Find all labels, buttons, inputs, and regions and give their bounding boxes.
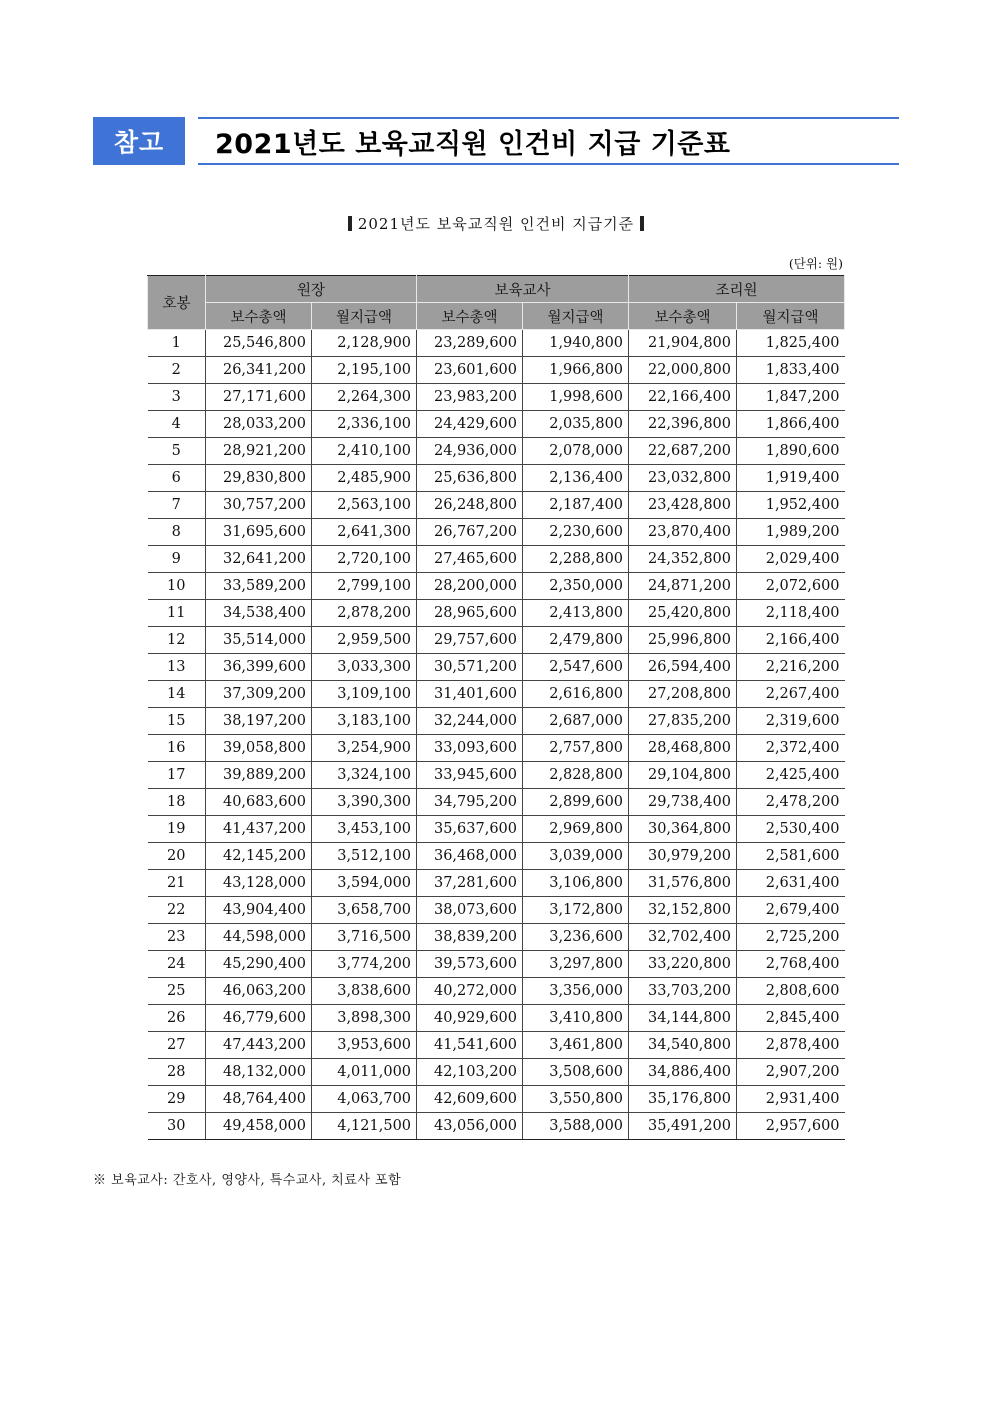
- group-header-teacher: 보육교사: [417, 276, 629, 303]
- amount-cell: 35,491,200: [629, 1113, 737, 1140]
- amount-cell: 42,145,200: [206, 843, 312, 870]
- amount-cell: 32,702,400: [629, 924, 737, 951]
- amount-cell: 26,594,400: [629, 654, 737, 681]
- table-caption: [0, 213, 992, 234]
- amount-cell: 23,428,800: [629, 492, 737, 519]
- step-cell: 21: [148, 870, 206, 897]
- sub-header: 월지급액: [312, 303, 417, 330]
- amount-cell: 2,479,800: [523, 627, 629, 654]
- amount-cell: 2,959,500: [312, 627, 417, 654]
- step-cell: 5: [148, 438, 206, 465]
- amount-cell: 3,953,600: [312, 1032, 417, 1059]
- amount-cell: 32,244,000: [417, 708, 523, 735]
- table-row: [148, 870, 845, 897]
- amount-cell: 39,058,800: [206, 735, 312, 762]
- amount-cell: 2,319,600: [737, 708, 845, 735]
- step-cell: 12: [148, 627, 206, 654]
- sub-header: 월지급액: [737, 303, 845, 330]
- step-cell: 24: [148, 951, 206, 978]
- section-banner: [93, 117, 899, 165]
- table-row: [148, 843, 845, 870]
- amount-cell: 40,929,600: [417, 1005, 523, 1032]
- unit-label: (단위: 원): [788, 256, 843, 271]
- amount-cell: 2,563,100: [312, 492, 417, 519]
- amount-cell: 2,187,400: [523, 492, 629, 519]
- amount-cell: 3,588,000: [523, 1113, 629, 1140]
- amount-cell: 39,573,600: [417, 951, 523, 978]
- amount-cell: 33,945,600: [417, 762, 523, 789]
- amount-cell: 3,236,600: [523, 924, 629, 951]
- salary-table: [147, 275, 845, 1140]
- amount-cell: 35,637,600: [417, 816, 523, 843]
- amount-cell: 22,000,800: [629, 357, 737, 384]
- amount-cell: 46,063,200: [206, 978, 312, 1005]
- amount-cell: 23,289,600: [417, 330, 523, 357]
- amount-cell: 2,631,400: [737, 870, 845, 897]
- amount-cell: 1,952,400: [737, 492, 845, 519]
- amount-cell: 2,799,100: [312, 573, 417, 600]
- amount-cell: 2,641,300: [312, 519, 417, 546]
- step-cell: 4: [148, 411, 206, 438]
- amount-cell: 2,957,600: [737, 1113, 845, 1140]
- step-cell: 15: [148, 708, 206, 735]
- amount-cell: 48,132,000: [206, 1059, 312, 1086]
- amount-cell: 2,425,400: [737, 762, 845, 789]
- amount-cell: 23,032,800: [629, 465, 737, 492]
- table-row: [148, 762, 845, 789]
- amount-cell: 1,940,800: [523, 330, 629, 357]
- amount-cell: 41,541,600: [417, 1032, 523, 1059]
- amount-cell: 2,267,400: [737, 681, 845, 708]
- table-row: [148, 492, 845, 519]
- amount-cell: 2,118,400: [737, 600, 845, 627]
- amount-cell: 2,136,400: [523, 465, 629, 492]
- amount-cell: 2,336,100: [312, 411, 417, 438]
- amount-cell: 22,396,800: [629, 411, 737, 438]
- amount-cell: 34,795,200: [417, 789, 523, 816]
- step-cell: 1: [148, 330, 206, 357]
- amount-cell: 2,216,200: [737, 654, 845, 681]
- amount-cell: 2,035,800: [523, 411, 629, 438]
- step-cell: 18: [148, 789, 206, 816]
- title-rule-top: [198, 117, 899, 119]
- step-cell: 30: [148, 1113, 206, 1140]
- amount-cell: 34,144,800: [629, 1005, 737, 1032]
- amount-cell: 2,072,600: [737, 573, 845, 600]
- amount-cell: 49,458,000: [206, 1113, 312, 1140]
- step-cell: 2: [148, 357, 206, 384]
- amount-cell: 26,341,200: [206, 357, 312, 384]
- amount-cell: 2,828,800: [523, 762, 629, 789]
- sub-header: 보수총액: [629, 303, 737, 330]
- amount-cell: 3,410,800: [523, 1005, 629, 1032]
- table-row: [148, 681, 845, 708]
- footnote: ※ 보육교사: 간호사, 영양사, 특수교사, 치료사 포함: [93, 1173, 402, 1188]
- table-row: [148, 519, 845, 546]
- step-cell: 22: [148, 897, 206, 924]
- amount-cell: 3,716,500: [312, 924, 417, 951]
- amount-cell: 1,998,600: [523, 384, 629, 411]
- amount-cell: 1,847,200: [737, 384, 845, 411]
- table-row: [148, 816, 845, 843]
- step-cell: 14: [148, 681, 206, 708]
- step-cell: 3: [148, 384, 206, 411]
- step-cell: 17: [148, 762, 206, 789]
- caption-bar-left: [348, 216, 352, 231]
- table-row: [148, 1005, 845, 1032]
- step-cell: 11: [148, 600, 206, 627]
- amount-cell: 27,171,600: [206, 384, 312, 411]
- step-cell: 8: [148, 519, 206, 546]
- amount-cell: 37,281,600: [417, 870, 523, 897]
- amount-cell: 3,594,000: [312, 870, 417, 897]
- amount-cell: 25,546,800: [206, 330, 312, 357]
- sub-header: 보수총액: [417, 303, 523, 330]
- amount-cell: 4,121,500: [312, 1113, 417, 1140]
- amount-cell: 2,899,600: [523, 789, 629, 816]
- amount-cell: 36,468,000: [417, 843, 523, 870]
- header-row-sub: [148, 303, 845, 330]
- amount-cell: 40,683,600: [206, 789, 312, 816]
- amount-cell: 3,033,300: [312, 654, 417, 681]
- amount-cell: 34,540,800: [629, 1032, 737, 1059]
- step-cell: 7: [148, 492, 206, 519]
- amount-cell: 2,410,100: [312, 438, 417, 465]
- amount-cell: 2,350,000: [523, 573, 629, 600]
- table-row: [148, 735, 845, 762]
- sub-header: 월지급액: [523, 303, 629, 330]
- amount-cell: 26,767,200: [417, 519, 523, 546]
- table-row: [148, 654, 845, 681]
- amount-cell: 42,103,200: [417, 1059, 523, 1086]
- amount-cell: 2,166,400: [737, 627, 845, 654]
- amount-cell: 31,576,800: [629, 870, 737, 897]
- amount-cell: 2,485,900: [312, 465, 417, 492]
- amount-cell: 2,616,800: [523, 681, 629, 708]
- amount-cell: 29,757,600: [417, 627, 523, 654]
- amount-cell: 28,033,200: [206, 411, 312, 438]
- amount-cell: 26,248,800: [417, 492, 523, 519]
- amount-cell: 2,413,800: [523, 600, 629, 627]
- amount-cell: 32,152,800: [629, 897, 737, 924]
- table-row: [148, 627, 845, 654]
- amount-cell: 2,878,400: [737, 1032, 845, 1059]
- amount-cell: 4,063,700: [312, 1086, 417, 1113]
- step-cell: 23: [148, 924, 206, 951]
- amount-cell: 33,220,800: [629, 951, 737, 978]
- amount-cell: 37,309,200: [206, 681, 312, 708]
- amount-cell: 2,725,200: [737, 924, 845, 951]
- step-cell: 20: [148, 843, 206, 870]
- step-cell: 28: [148, 1059, 206, 1086]
- table-row: [148, 330, 845, 357]
- amount-cell: 1,989,200: [737, 519, 845, 546]
- amount-cell: 47,443,200: [206, 1032, 312, 1059]
- amount-cell: 23,983,200: [417, 384, 523, 411]
- amount-cell: 46,779,600: [206, 1005, 312, 1032]
- amount-cell: 2,372,400: [737, 735, 845, 762]
- table-row: [148, 1086, 845, 1113]
- amount-cell: 2,878,200: [312, 600, 417, 627]
- amount-cell: 35,176,800: [629, 1086, 737, 1113]
- amount-cell: 1,833,400: [737, 357, 845, 384]
- amount-cell: 31,401,600: [417, 681, 523, 708]
- amount-cell: 32,641,200: [206, 546, 312, 573]
- amount-cell: 33,703,200: [629, 978, 737, 1005]
- amount-cell: 44,598,000: [206, 924, 312, 951]
- table-row: [148, 411, 845, 438]
- table-row: [148, 357, 845, 384]
- amount-cell: 2,757,800: [523, 735, 629, 762]
- table-row: [148, 708, 845, 735]
- amount-cell: 2,720,100: [312, 546, 417, 573]
- amount-cell: 1,825,400: [737, 330, 845, 357]
- amount-cell: 39,889,200: [206, 762, 312, 789]
- amount-cell: 2,581,600: [737, 843, 845, 870]
- amount-cell: 3,039,000: [523, 843, 629, 870]
- amount-cell: 43,904,400: [206, 897, 312, 924]
- amount-cell: 27,208,800: [629, 681, 737, 708]
- amount-cell: 3,898,300: [312, 1005, 417, 1032]
- step-header: 호봉: [148, 276, 206, 330]
- amount-cell: 25,636,800: [417, 465, 523, 492]
- amount-cell: 28,965,600: [417, 600, 523, 627]
- amount-cell: 24,429,600: [417, 411, 523, 438]
- caption-bar-right: [640, 216, 644, 231]
- amount-cell: 34,886,400: [629, 1059, 737, 1086]
- amount-cell: 28,200,000: [417, 573, 523, 600]
- amount-cell: 4,011,000: [312, 1059, 417, 1086]
- amount-cell: 41,437,200: [206, 816, 312, 843]
- amount-cell: 33,093,600: [417, 735, 523, 762]
- amount-cell: 1,866,400: [737, 411, 845, 438]
- amount-cell: 3,838,600: [312, 978, 417, 1005]
- amount-cell: 2,931,400: [737, 1086, 845, 1113]
- step-cell: 6: [148, 465, 206, 492]
- table-row: [148, 897, 845, 924]
- amount-cell: 2,679,400: [737, 897, 845, 924]
- table-row: [148, 573, 845, 600]
- amount-cell: 28,921,200: [206, 438, 312, 465]
- amount-cell: 42,609,600: [417, 1086, 523, 1113]
- amount-cell: 3,512,100: [312, 843, 417, 870]
- amount-cell: 2,264,300: [312, 384, 417, 411]
- amount-cell: 23,601,600: [417, 357, 523, 384]
- amount-cell: 2,907,200: [737, 1059, 845, 1086]
- amount-cell: 3,324,100: [312, 762, 417, 789]
- amount-cell: 38,197,200: [206, 708, 312, 735]
- amount-cell: 48,764,400: [206, 1086, 312, 1113]
- amount-cell: 34,538,400: [206, 600, 312, 627]
- amount-cell: 2,230,600: [523, 519, 629, 546]
- table-row: [148, 546, 845, 573]
- amount-cell: 30,757,200: [206, 492, 312, 519]
- amount-cell: 2,078,000: [523, 438, 629, 465]
- amount-cell: 2,547,600: [523, 654, 629, 681]
- step-cell: 9: [148, 546, 206, 573]
- step-cell: 26: [148, 1005, 206, 1032]
- amount-cell: 2,845,400: [737, 1005, 845, 1032]
- table-row: [148, 465, 845, 492]
- amount-cell: 3,183,100: [312, 708, 417, 735]
- table-row: [148, 384, 845, 411]
- amount-cell: 40,272,000: [417, 978, 523, 1005]
- amount-cell: 2,808,600: [737, 978, 845, 1005]
- amount-cell: 2,687,000: [523, 708, 629, 735]
- table-row: [148, 600, 845, 627]
- amount-cell: 1,890,600: [737, 438, 845, 465]
- amount-cell: 30,571,200: [417, 654, 523, 681]
- step-cell: 13: [148, 654, 206, 681]
- step-cell: 16: [148, 735, 206, 762]
- header-row-groups: [148, 276, 845, 303]
- amount-cell: 3,390,300: [312, 789, 417, 816]
- table-row: [148, 1059, 845, 1086]
- amount-cell: 38,839,200: [417, 924, 523, 951]
- table-row: [148, 438, 845, 465]
- amount-cell: 22,166,400: [629, 384, 737, 411]
- table-row: [148, 978, 845, 1005]
- caption-text: 2021년도 보육교직원 인건비 지급기준: [357, 215, 635, 233]
- amount-cell: 2,128,900: [312, 330, 417, 357]
- amount-cell: 2,478,200: [737, 789, 845, 816]
- amount-cell: 3,254,900: [312, 735, 417, 762]
- amount-cell: 29,104,800: [629, 762, 737, 789]
- group-header-cook: 조리원: [629, 276, 845, 303]
- step-cell: 10: [148, 573, 206, 600]
- table-row: [148, 789, 845, 816]
- amount-cell: 1,966,800: [523, 357, 629, 384]
- amount-cell: 3,508,600: [523, 1059, 629, 1086]
- amount-cell: 2,969,800: [523, 816, 629, 843]
- amount-cell: 38,073,600: [417, 897, 523, 924]
- amount-cell: 33,589,200: [206, 573, 312, 600]
- step-cell: 27: [148, 1032, 206, 1059]
- amount-cell: 27,835,200: [629, 708, 737, 735]
- table-row: [148, 1113, 845, 1140]
- amount-cell: 35,514,000: [206, 627, 312, 654]
- amount-cell: 3,658,700: [312, 897, 417, 924]
- amount-cell: 43,128,000: [206, 870, 312, 897]
- sub-header: 보수총액: [206, 303, 312, 330]
- amount-cell: 2,768,400: [737, 951, 845, 978]
- amount-cell: 3,356,000: [523, 978, 629, 1005]
- amount-cell: 31,695,600: [206, 519, 312, 546]
- amount-cell: 30,364,800: [629, 816, 737, 843]
- amount-cell: 27,465,600: [417, 546, 523, 573]
- amount-cell: 24,352,800: [629, 546, 737, 573]
- amount-cell: 29,738,400: [629, 789, 737, 816]
- step-cell: 29: [148, 1086, 206, 1113]
- group-header-director: 원장: [206, 276, 417, 303]
- amount-cell: 1,919,400: [737, 465, 845, 492]
- amount-cell: 28,468,800: [629, 735, 737, 762]
- amount-cell: 2,195,100: [312, 357, 417, 384]
- amount-cell: 3,109,100: [312, 681, 417, 708]
- amount-cell: 24,936,000: [417, 438, 523, 465]
- amount-cell: 3,297,800: [523, 951, 629, 978]
- amount-cell: 2,029,400: [737, 546, 845, 573]
- page-title: 2021년도 보육교직원 인건비 지급 기준표: [215, 128, 731, 160]
- amount-cell: 25,996,800: [629, 627, 737, 654]
- amount-cell: 21,904,800: [629, 330, 737, 357]
- table-body: [148, 330, 845, 1140]
- amount-cell: 3,106,800: [523, 870, 629, 897]
- amount-cell: 3,774,200: [312, 951, 417, 978]
- table-row: [148, 951, 845, 978]
- amount-cell: 36,399,600: [206, 654, 312, 681]
- amount-cell: 25,420,800: [629, 600, 737, 627]
- amount-cell: 2,288,800: [523, 546, 629, 573]
- amount-cell: 29,830,800: [206, 465, 312, 492]
- amount-cell: 24,871,200: [629, 573, 737, 600]
- amount-cell: 23,870,400: [629, 519, 737, 546]
- amount-cell: 3,453,100: [312, 816, 417, 843]
- table-row: [148, 1032, 845, 1059]
- amount-cell: 30,979,200: [629, 843, 737, 870]
- amount-cell: 2,530,400: [737, 816, 845, 843]
- amount-cell: 3,550,800: [523, 1086, 629, 1113]
- table-row: [148, 924, 845, 951]
- amount-cell: 22,687,200: [629, 438, 737, 465]
- amount-cell: 3,172,800: [523, 897, 629, 924]
- amount-cell: 43,056,000: [417, 1113, 523, 1140]
- amount-cell: 45,290,400: [206, 951, 312, 978]
- step-cell: 19: [148, 816, 206, 843]
- step-cell: 25: [148, 978, 206, 1005]
- reference-tag: 참고: [93, 117, 185, 165]
- title-rule-bottom: [198, 163, 899, 165]
- amount-cell: 3,461,800: [523, 1032, 629, 1059]
